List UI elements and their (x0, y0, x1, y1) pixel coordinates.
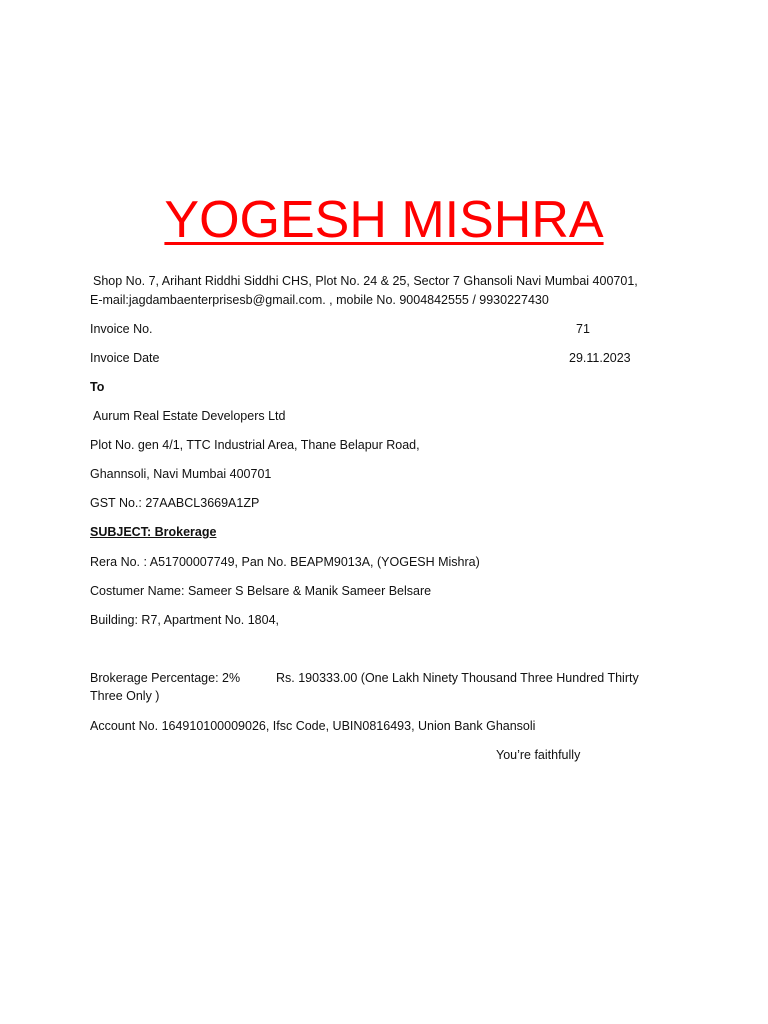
recipient-gst: GST No.: 27AABCL3669A1ZP (90, 496, 260, 510)
brokerage-amount-line2: Three Only ) (90, 689, 160, 703)
brokerage-percentage: Brokerage Percentage: 2% (90, 671, 241, 685)
sender-name-heading: YOGESH MISHRA (164, 191, 604, 249)
subject-line: SUBJECT: Brokerage (90, 525, 217, 539)
sender-contact: E-mail:jagdambaenterprisesb@gmail.com. , mobile No. 9004842555 / 9930227430 (90, 293, 549, 307)
account-line: Account No. 164910100009026, Ifsc Code, UBIN0816493, Union Bank Ghansoli (90, 719, 536, 733)
customer-line: Costumer Name: Sameer S Belsare & Manik Sameer Belsare (90, 584, 432, 598)
building-line: Building: R7, Apartment No. 1804, (90, 613, 280, 627)
rera-line: Rera No. : A51700007749, Pan No. BEAPM9013A, (YOGESH Mishra) (90, 555, 480, 569)
closing-line: You’re faithfully (496, 748, 581, 762)
recipient-company: Aurum Real Estate Developers Ltd (93, 409, 286, 423)
recipient-address-line2: Ghannsoli, Navi Mumbai 400701 (90, 467, 272, 481)
sender-address: Shop No. 7, Arihant Riddhi Siddhi CHS, Plot No. 24 & 25, Sector 7 Ghansoli Navi Mumbai 400701, (93, 274, 638, 288)
to-label: To (90, 380, 105, 394)
invoice-date-value: 29.11.2023 (569, 351, 631, 365)
invoice-number-label: Invoice No. (90, 322, 153, 336)
recipient-address-line1: Plot No. gen 4/1, TTC Industrial Area, Thane Belapur Road, (90, 438, 420, 452)
invoice-date-label: Invoice Date (90, 351, 160, 365)
brokerage-amount-line1: Rs. 190333.00 (One Lakh Ninety Thousand Three Hundred Thirty (276, 671, 639, 685)
invoice-number-value: 71 (576, 322, 590, 336)
